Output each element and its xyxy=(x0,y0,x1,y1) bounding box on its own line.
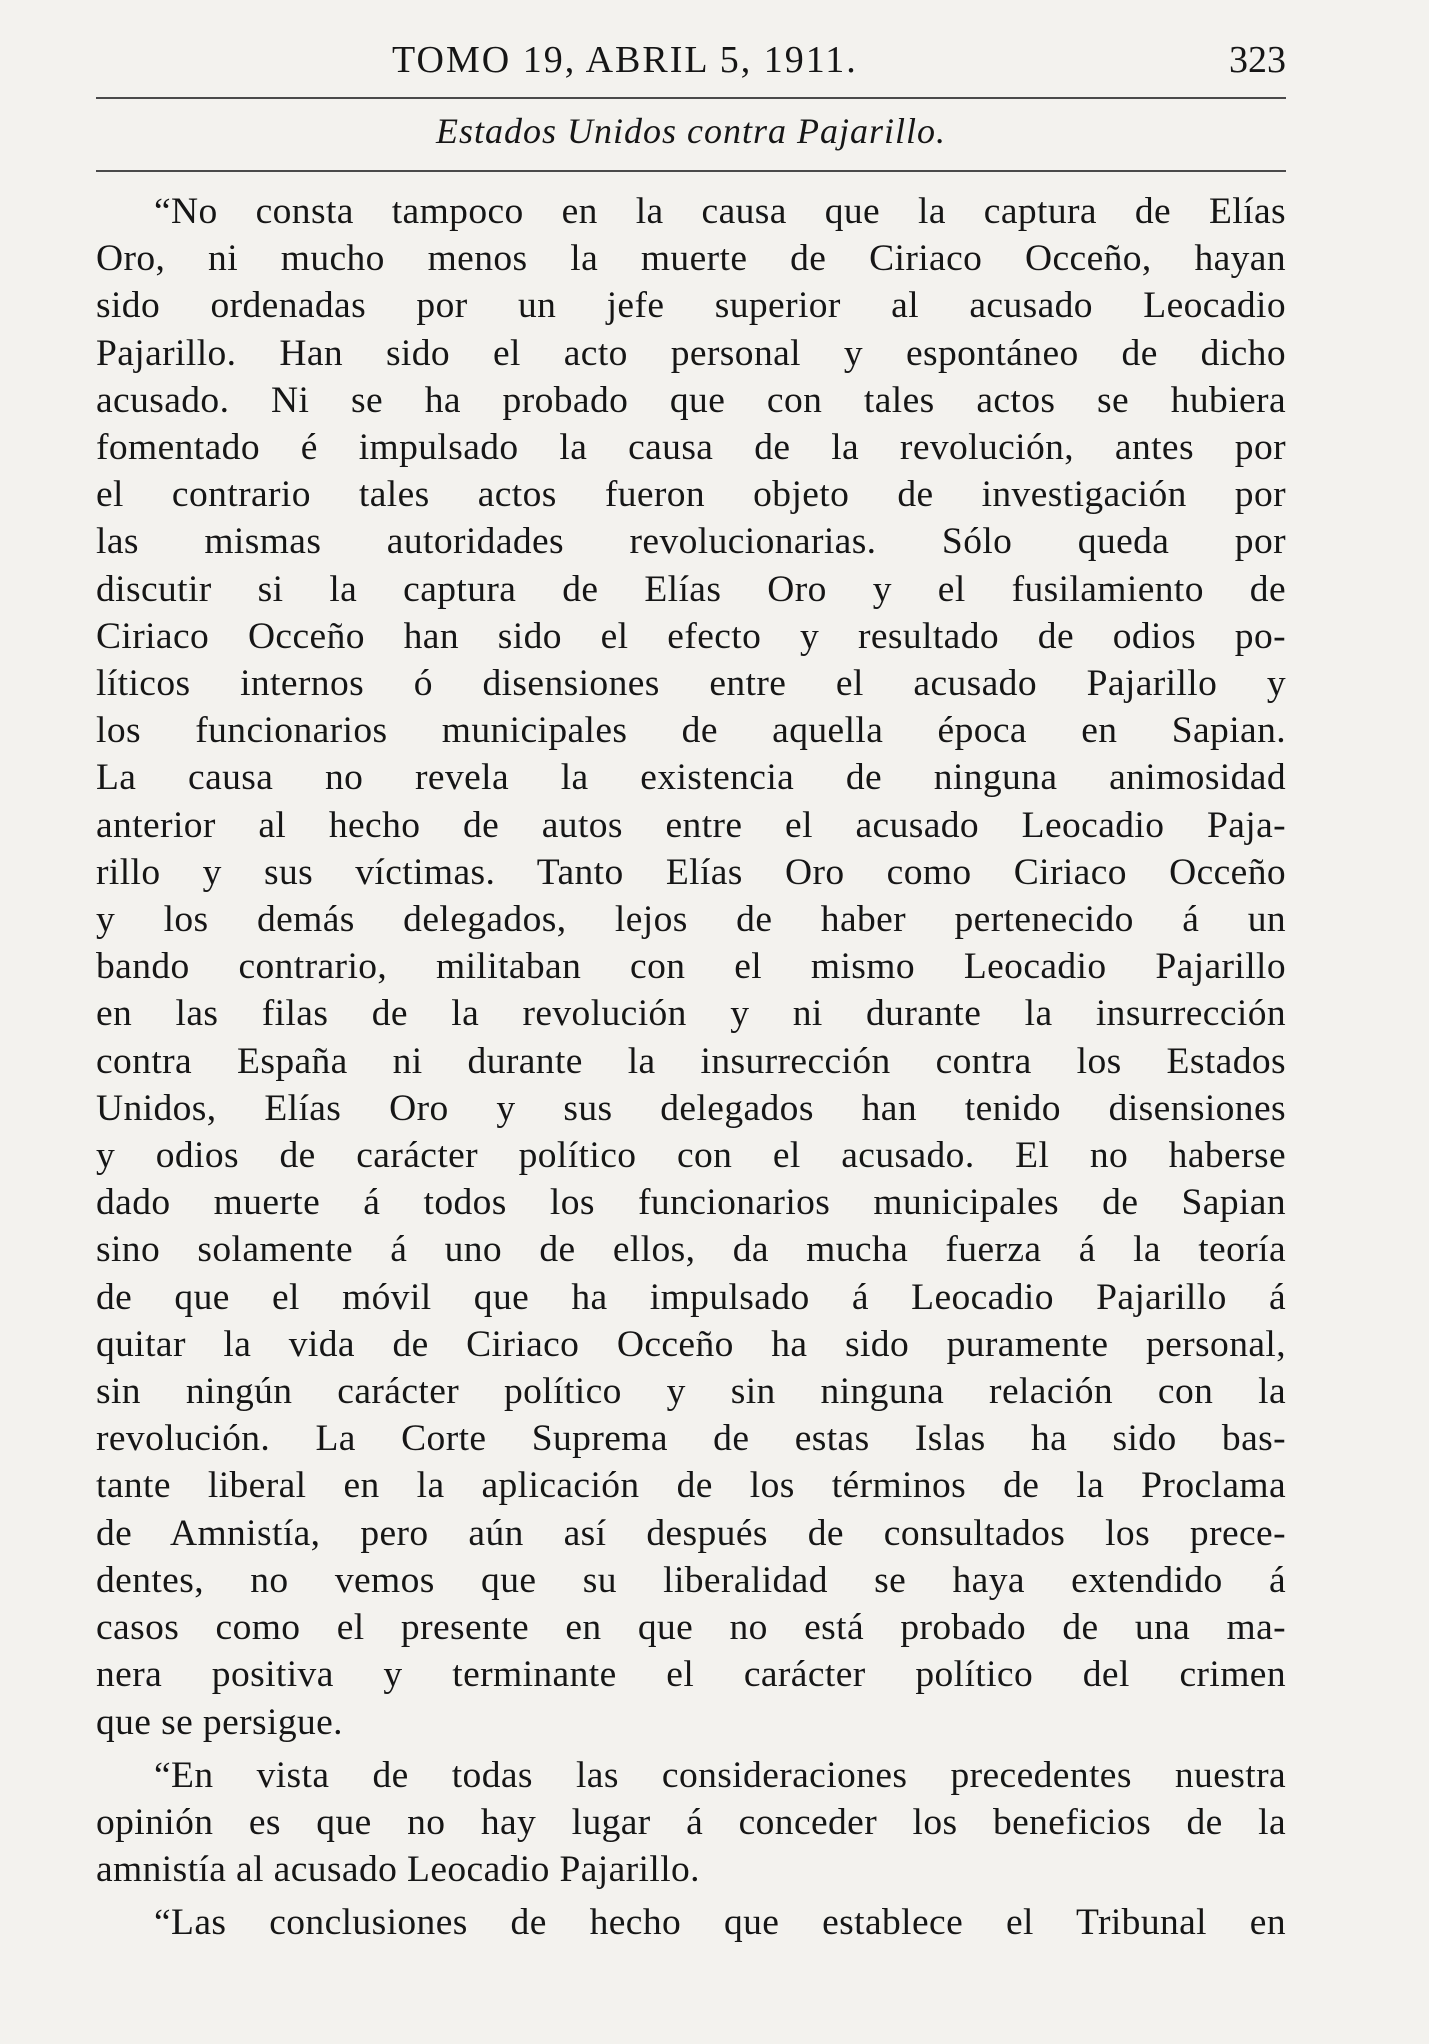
text-line: dado muerte á todos los funcionarios municipales de Sapian xyxy=(96,1182,1286,1224)
text-line: rillo y sus víctimas. Tanto Elías Oro como Ciriaco Occeño xyxy=(96,851,1286,893)
text-line: el contrario tales actos fueron objeto de investigación por xyxy=(96,474,1286,516)
text-line: casos como el presente en que no está probado de una ma- xyxy=(96,1607,1286,1649)
text-line: de Amnistía, pero aún así después de consultados los prece- xyxy=(96,1512,1286,1554)
text-line: los funcionarios municipales de aquella época en Sapian. xyxy=(96,710,1286,752)
text-line: las mismas autoridades revolucionarias. Sólo queda por xyxy=(96,521,1286,563)
text-line: Pajarillo. Han sido el acto personal y espontáneo de dicho xyxy=(96,332,1286,374)
text-line: Unidos, Elías Oro y sus delegados han tenido disensiones xyxy=(96,1087,1286,1129)
text-line: La causa no revela la existencia de ninguna animosidad xyxy=(96,757,1286,799)
text-line: y los demás delegados, lejos de haber pertenecido á un xyxy=(96,899,1286,941)
text-line: “En vista de todas las consideraciones precedentes nuestra xyxy=(154,1754,1286,1796)
text-line: Ciriaco Occeño han sido el efecto y resultado de odios po- xyxy=(96,615,1286,657)
text-line: “No consta tampoco en la causa que la captura de Elías xyxy=(154,191,1286,232)
text-line: de que el móvil que ha impulsado á Leocadio Pajarillo á xyxy=(96,1276,1286,1318)
text-line: contra España ni durante la insurrección contra los Estados xyxy=(96,1040,1286,1082)
body-text xyxy=(96,188,1286,1947)
text-line: dentes, no vemos que su liberalidad se haya extendido á xyxy=(96,1559,1286,1601)
case-title: Estados Unidos contra Pajarillo. xyxy=(435,111,947,151)
text-line: bando contrario, militaban con el mismo Leocadio Pajarillo xyxy=(96,946,1286,988)
text-line: nera positiva y terminante el carácter político del crimen xyxy=(96,1654,1286,1696)
text-line: sin ningún carácter político y sin ninguna relación con la xyxy=(96,1371,1286,1413)
page-header xyxy=(96,30,1286,90)
text-line: fomentado é impulsado la causa de la revolución, antes por xyxy=(96,427,1286,469)
page-number: 323 xyxy=(1229,39,1286,81)
text-line: revolución. La Corte Suprema de estas Islas ha sido bas- xyxy=(96,1418,1286,1460)
text-line: que se persigue. xyxy=(96,1701,343,1743)
text-line: sido ordenadas por un jefe superior al acusado Leocadio xyxy=(96,285,1286,327)
text-line: Oro, ni mucho menos la muerte de Ciriaco Occeño, hayan xyxy=(96,238,1286,280)
text-line: discutir si la captura de Elías Oro y el fusilamiento de xyxy=(96,568,1286,610)
text-line: amnistía al acusado Leocadio Pajarillo. xyxy=(96,1849,700,1891)
title-rule xyxy=(96,170,1286,172)
text-line: y odios de carácter político con el acusado. El no haberse xyxy=(96,1135,1286,1177)
header-rule xyxy=(96,97,1286,99)
paragraph xyxy=(96,188,1286,1746)
text-line: tante liberal en la aplicación de los términos de la Proclama xyxy=(96,1465,1286,1507)
running-title: TOMO 19, ABRIL 5, 1911. xyxy=(392,39,858,81)
text-line: en las filas de la revolución y ni durante la insurrección xyxy=(96,993,1286,1035)
text-line: anterior al hecho de autos entre el acusado Leocadio Paja- xyxy=(96,804,1286,846)
text-line: opinión es que no hay lugar á conceder los beneficios de la xyxy=(96,1801,1286,1843)
paragraph xyxy=(96,1752,1286,1894)
paragraph xyxy=(96,1899,1286,1946)
text-line: líticos internos ó disensiones entre el acusado Pajarillo y xyxy=(96,663,1286,705)
text-line: quitar la vida de Ciriaco Occeño ha sido puramente personal, xyxy=(96,1323,1286,1365)
text-line: “Las conclusiones de hecho que establece el Tribunal en xyxy=(154,1902,1286,1944)
text-line: sino solamente á uno de ellos, da mucha fuerza á la teoría xyxy=(96,1229,1286,1271)
text-line: acusado. Ni se ha probado que con tales actos se hubiera xyxy=(96,379,1286,421)
